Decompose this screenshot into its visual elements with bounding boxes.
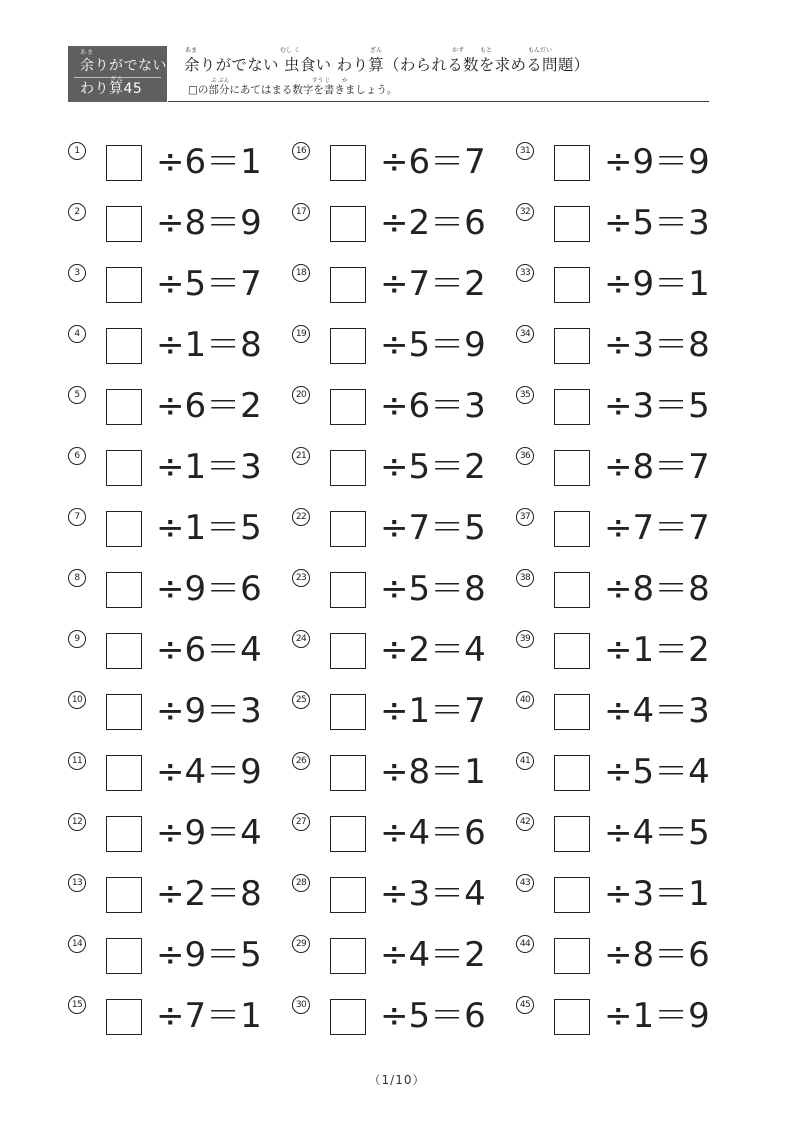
problem-item bbox=[292, 860, 510, 921]
answer-box[interactable] bbox=[106, 877, 142, 913]
problem-item bbox=[516, 738, 734, 799]
answer-box[interactable] bbox=[554, 328, 590, 364]
problem-item bbox=[68, 250, 286, 311]
answer-box[interactable] bbox=[330, 999, 366, 1035]
division-expression: ÷5＝6 bbox=[380, 996, 486, 1036]
problem-number: 26 bbox=[292, 752, 310, 770]
problem-item bbox=[68, 982, 286, 1043]
division-expression: ÷7＝5 bbox=[380, 508, 486, 548]
answer-box[interactable] bbox=[106, 755, 142, 791]
problem-number: 15 bbox=[68, 996, 86, 1014]
answer-box[interactable] bbox=[554, 145, 590, 181]
problem-number: 20 bbox=[292, 386, 310, 404]
division-expression: ÷8＝8 bbox=[604, 569, 710, 609]
division-expression: ÷2＝6 bbox=[380, 203, 486, 243]
answer-box[interactable] bbox=[554, 816, 590, 852]
answer-box[interactable] bbox=[106, 999, 142, 1035]
problem-number: 40 bbox=[516, 691, 534, 709]
answer-box[interactable] bbox=[554, 267, 590, 303]
problem-number: 24 bbox=[292, 630, 310, 648]
problem-number: 9 bbox=[68, 630, 86, 648]
problem-number: 32 bbox=[516, 203, 534, 221]
division-expression: ÷9＝1 bbox=[604, 264, 710, 304]
answer-box[interactable] bbox=[106, 694, 142, 730]
division-expression: ÷1＝3 bbox=[156, 447, 262, 487]
division-expression: ÷9＝3 bbox=[156, 691, 262, 731]
problem-item bbox=[292, 982, 510, 1043]
answer-box[interactable] bbox=[106, 206, 142, 242]
problem-number: 44 bbox=[516, 935, 534, 953]
division-expression: ÷5＝3 bbox=[604, 203, 710, 243]
answer-box[interactable] bbox=[554, 877, 590, 913]
problem-item bbox=[292, 738, 510, 799]
division-expression: ÷8＝6 bbox=[604, 935, 710, 975]
answer-box[interactable] bbox=[554, 755, 590, 791]
answer-box[interactable] bbox=[330, 511, 366, 547]
problem-number: 21 bbox=[292, 447, 310, 465]
problem-item bbox=[68, 311, 286, 372]
problem-number: 13 bbox=[68, 874, 86, 892]
badge-ruby-ama: あま bbox=[80, 49, 95, 56]
division-expression: ÷8＝1 bbox=[380, 752, 486, 792]
problem-item bbox=[292, 311, 510, 372]
answer-box[interactable] bbox=[330, 206, 366, 242]
problem-item bbox=[516, 433, 734, 494]
problem-item bbox=[68, 677, 286, 738]
problem-number: 33 bbox=[516, 264, 534, 282]
division-expression: ÷1＝5 bbox=[156, 508, 262, 548]
problem-number: 42 bbox=[516, 813, 534, 831]
division-expression: ÷8＝9 bbox=[156, 203, 262, 243]
problem-number: 2 bbox=[68, 203, 86, 221]
title-ruby: あま bbox=[185, 47, 198, 54]
division-expression: ÷1＝2 bbox=[604, 630, 710, 670]
problem-item bbox=[516, 372, 734, 433]
problem-number: 36 bbox=[516, 447, 534, 465]
problem-item bbox=[292, 555, 510, 616]
division-expression: ÷9＝5 bbox=[156, 935, 262, 975]
problem-number: 28 bbox=[292, 874, 310, 892]
problem-item bbox=[516, 616, 734, 677]
problem-item bbox=[68, 189, 286, 250]
answer-box[interactable] bbox=[106, 938, 142, 974]
problem-number: 19 bbox=[292, 325, 310, 343]
problem-item bbox=[516, 494, 734, 555]
page-number: （1/10） bbox=[368, 1073, 426, 1087]
answer-box[interactable] bbox=[330, 633, 366, 669]
answer-box[interactable] bbox=[330, 450, 366, 486]
answer-box[interactable] bbox=[330, 389, 366, 425]
problem-number: 45 bbox=[516, 996, 534, 1014]
division-expression: ÷6＝1 bbox=[156, 142, 262, 182]
division-expression: ÷2＝4 bbox=[380, 630, 486, 670]
problem-number: 10 bbox=[68, 691, 86, 709]
badge-subtitle: わり算45 bbox=[80, 81, 143, 97]
problem-column bbox=[68, 128, 286, 1043]
answer-box[interactable] bbox=[330, 816, 366, 852]
problem-item bbox=[68, 372, 286, 433]
answer-box[interactable] bbox=[106, 389, 142, 425]
answer-box[interactable] bbox=[106, 328, 142, 364]
answer-box[interactable] bbox=[106, 633, 142, 669]
problem-number: 25 bbox=[292, 691, 310, 709]
problem-item bbox=[516, 189, 734, 250]
problem-item bbox=[292, 494, 510, 555]
division-expression: ÷9＝6 bbox=[156, 569, 262, 609]
problem-column bbox=[516, 128, 734, 1043]
problem-item bbox=[516, 250, 734, 311]
problem-item bbox=[292, 433, 510, 494]
problem-number: 39 bbox=[516, 630, 534, 648]
problem-number: 11 bbox=[68, 752, 86, 770]
instruction-ruby: ぶ ぶん bbox=[211, 78, 230, 84]
problem-number: 5 bbox=[68, 386, 86, 404]
answer-box[interactable] bbox=[106, 267, 142, 303]
division-expression: ÷4＝9 bbox=[156, 752, 262, 792]
answer-box[interactable] bbox=[554, 450, 590, 486]
division-expression: ÷7＝1 bbox=[156, 996, 262, 1036]
problem-number: 30 bbox=[292, 996, 310, 1014]
answer-box[interactable] bbox=[330, 877, 366, 913]
division-expression: ÷7＝2 bbox=[380, 264, 486, 304]
problem-number: 4 bbox=[68, 325, 86, 343]
division-expression: ÷5＝7 bbox=[156, 264, 262, 304]
division-expression: ÷8＝7 bbox=[604, 447, 710, 487]
division-expression: ÷3＝5 bbox=[604, 386, 710, 426]
problem-number: 35 bbox=[516, 386, 534, 404]
problem-item bbox=[292, 921, 510, 982]
problem-column bbox=[292, 128, 510, 1043]
problem-number: 16 bbox=[292, 142, 310, 160]
problem-item bbox=[68, 738, 286, 799]
division-expression: ÷6＝3 bbox=[380, 386, 486, 426]
answer-box[interactable] bbox=[554, 938, 590, 974]
division-expression: ÷4＝6 bbox=[380, 813, 486, 853]
division-expression: ÷1＝7 bbox=[380, 691, 486, 731]
division-expression: ÷7＝7 bbox=[604, 508, 710, 548]
answer-box[interactable] bbox=[554, 999, 590, 1035]
division-expression: ÷5＝9 bbox=[380, 325, 486, 365]
worksheet-badge bbox=[68, 46, 167, 102]
answer-box[interactable] bbox=[554, 206, 590, 242]
header-rule bbox=[168, 101, 709, 102]
title-ruby: むし く bbox=[280, 47, 300, 54]
problem-item bbox=[68, 433, 286, 494]
answer-box[interactable] bbox=[554, 572, 590, 608]
problem-number: 27 bbox=[292, 813, 310, 831]
division-expression: ÷1＝9 bbox=[604, 996, 710, 1036]
problem-number: 31 bbox=[516, 142, 534, 160]
problem-number: 43 bbox=[516, 874, 534, 892]
problem-number: 6 bbox=[68, 447, 86, 465]
division-expression: ÷2＝8 bbox=[156, 874, 262, 914]
problem-number: 7 bbox=[68, 508, 86, 526]
answer-box[interactable] bbox=[554, 633, 590, 669]
problem-number: 34 bbox=[516, 325, 534, 343]
problem-item bbox=[516, 311, 734, 372]
problem-number: 17 bbox=[292, 203, 310, 221]
answer-box[interactable] bbox=[106, 572, 142, 608]
problem-item bbox=[292, 799, 510, 860]
problem-item bbox=[68, 921, 286, 982]
problem-item bbox=[292, 372, 510, 433]
problem-item bbox=[68, 555, 286, 616]
problem-item bbox=[292, 677, 510, 738]
badge-ruby-zan: ざん bbox=[110, 76, 125, 83]
problem-item bbox=[516, 128, 734, 189]
problem-number: 29 bbox=[292, 935, 310, 953]
answer-box[interactable] bbox=[330, 694, 366, 730]
problem-number: 12 bbox=[68, 813, 86, 831]
answer-box[interactable] bbox=[554, 511, 590, 547]
answer-box[interactable] bbox=[554, 694, 590, 730]
answer-box[interactable] bbox=[106, 816, 142, 852]
division-expression: ÷3＝1 bbox=[604, 874, 710, 914]
problem-number: 8 bbox=[68, 569, 86, 587]
answer-box[interactable] bbox=[330, 755, 366, 791]
problem-item bbox=[516, 860, 734, 921]
problem-number: 1 bbox=[68, 142, 86, 160]
title-ruby: もと bbox=[480, 47, 493, 54]
problem-item bbox=[516, 555, 734, 616]
answer-box[interactable] bbox=[330, 267, 366, 303]
division-expression: ÷5＝2 bbox=[380, 447, 486, 487]
problem-number: 22 bbox=[292, 508, 310, 526]
problem-item bbox=[516, 799, 734, 860]
problem-number: 3 bbox=[68, 264, 86, 282]
division-expression: ÷6＝4 bbox=[156, 630, 262, 670]
problem-grid bbox=[68, 128, 718, 1048]
answer-box[interactable] bbox=[330, 938, 366, 974]
problem-item bbox=[292, 189, 510, 250]
title-ruby: かず bbox=[452, 47, 465, 54]
problem-item bbox=[68, 616, 286, 677]
division-expression: ÷6＝7 bbox=[380, 142, 486, 182]
division-expression: ÷3＝4 bbox=[380, 874, 486, 914]
problem-item bbox=[292, 250, 510, 311]
problem-item bbox=[292, 128, 510, 189]
problem-item bbox=[68, 494, 286, 555]
instructions: □の部分にあてはまる数字を書きましょう。 bbox=[188, 84, 398, 96]
page-title: 余りがでない 虫食い わり算（わられる数を求める問題） bbox=[184, 56, 590, 74]
problem-number: 37 bbox=[516, 508, 534, 526]
problem-item bbox=[292, 616, 510, 677]
answer-box[interactable] bbox=[106, 145, 142, 181]
division-expression: ÷1＝8 bbox=[156, 325, 262, 365]
problem-item bbox=[516, 921, 734, 982]
problem-item bbox=[68, 128, 286, 189]
division-expression: ÷4＝3 bbox=[604, 691, 710, 731]
instruction-ruby: か bbox=[342, 78, 348, 84]
problem-item bbox=[516, 982, 734, 1043]
answer-box[interactable] bbox=[106, 450, 142, 486]
problem-number: 18 bbox=[292, 264, 310, 282]
division-expression: ÷9＝4 bbox=[156, 813, 262, 853]
division-expression: ÷5＝8 bbox=[380, 569, 486, 609]
division-expression: ÷3＝8 bbox=[604, 325, 710, 365]
instruction-ruby: すう じ bbox=[312, 78, 331, 84]
answer-box[interactable] bbox=[330, 572, 366, 608]
title-ruby: もんだい bbox=[528, 47, 553, 54]
division-expression: ÷6＝2 bbox=[156, 386, 262, 426]
division-expression: ÷4＝5 bbox=[604, 813, 710, 853]
problem-item bbox=[68, 860, 286, 921]
problem-number: 23 bbox=[292, 569, 310, 587]
title-ruby: ざん bbox=[370, 47, 383, 54]
badge-title: 余りがでない bbox=[80, 58, 167, 74]
problem-number: 14 bbox=[68, 935, 86, 953]
answer-box[interactable] bbox=[330, 145, 366, 181]
problem-item bbox=[68, 799, 286, 860]
division-expression: ÷9＝9 bbox=[604, 142, 710, 182]
problem-number: 41 bbox=[516, 752, 534, 770]
division-expression: ÷5＝4 bbox=[604, 752, 710, 792]
problem-item bbox=[516, 677, 734, 738]
division-expression: ÷4＝2 bbox=[380, 935, 486, 975]
answer-box[interactable] bbox=[554, 389, 590, 425]
problem-number: 38 bbox=[516, 569, 534, 587]
answer-box[interactable] bbox=[106, 511, 142, 547]
title-block bbox=[180, 46, 710, 102]
answer-box[interactable] bbox=[330, 328, 366, 364]
